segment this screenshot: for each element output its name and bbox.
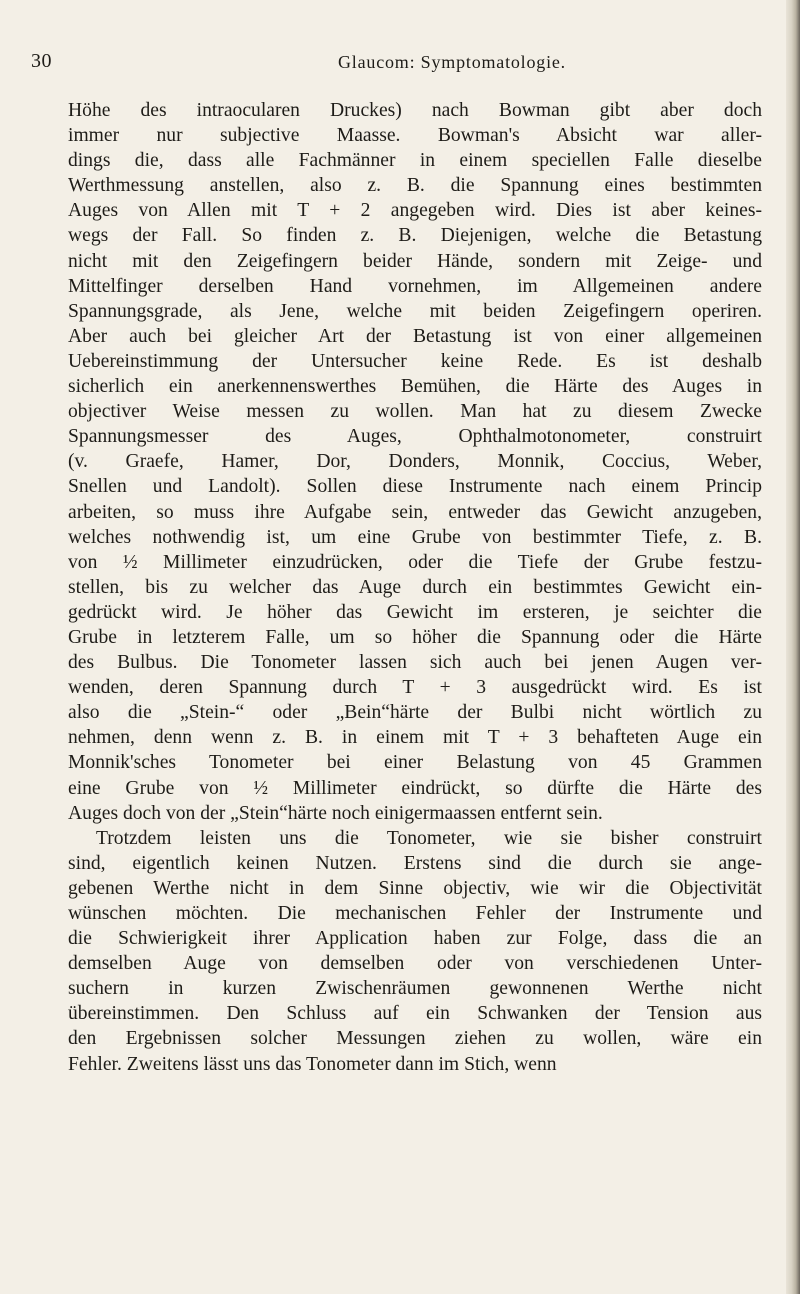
- text-line: nehmen, denn wenn z. B. in einem mit T + 3 behafteten Auge ein: [68, 727, 762, 749]
- text-line: Spannungsgrade, als Jene, welche mit beiden Zeigefingern operiren.: [68, 300, 762, 322]
- text-line: des Bulbus. Die Tonometer lassen sich auch bei jenen Augen ver-: [68, 652, 762, 674]
- text-line: Auges doch von der „Stein“härte noch einigermaassen entfernt sein.: [68, 802, 603, 824]
- text-line: wünschen möchten. Die mechanischen Fehler der Instrumente und: [68, 903, 762, 924]
- text-line: sind, eigentlich keinen Nutzen. Erstens sind die durch sie ange-: [68, 852, 762, 874]
- page-number: 30: [31, 50, 52, 72]
- text-line: gedrückt wird. Je höher das Gewicht im ersteren, je seichter die: [68, 601, 762, 623]
- page-edge-shadow: [786, 0, 800, 1294]
- text-line: die Schwierigkeit ihrer Application haben zur Folge, dass die an: [68, 928, 762, 950]
- text-line: suchern in kurzen Zwischenräumen gewonnenen Werthe nicht: [68, 978, 762, 1000]
- text-line: immer nur subjective Maasse. Bowman's Absicht war aller-: [68, 125, 762, 147]
- text-line: Uebereinstimmung der Untersucher keine Rede. Es ist deshalb: [68, 350, 762, 372]
- text-line: den Ergebnissen solcher Messungen ziehen zu wollen, wäre ein: [68, 1028, 762, 1050]
- text-line: gebenen Werthe nicht in dem Sinne objectiv, wie wir die Objectivität: [68, 877, 762, 899]
- text-line: Trotzdem leisten uns die Tonometer, wie sie bisher construirt: [96, 827, 762, 849]
- page-header: [0, 44, 800, 84]
- text-line: Werthmessung anstellen, also z. B. die Spannung eines bestimmten: [68, 175, 762, 197]
- text-line: eine Grube von ½ Millimeter eindrückt, so dürfte die Härte des: [68, 777, 762, 799]
- text-line: demselben Auge von demselben oder von verschiedenen Unter-: [68, 953, 762, 975]
- text-line: sicherlich ein anerkennenswerthes Bemühen, die Härte des Auges in: [68, 376, 762, 398]
- body-text: [68, 98, 762, 1077]
- text-line: Spannungsmesser des Auges, Ophthalmotonometer, construirt: [68, 426, 762, 448]
- text-line: objectiver Weise messen zu wollen. Man hat zu diesem Zwecke: [68, 401, 762, 423]
- text-line: übereinstimmen. Den Schluss auf ein Schwanken der Tension aus: [68, 1003, 762, 1025]
- text-line: Auges von Allen mit T + 2 angegeben wird. Dies ist aber keines-: [68, 200, 762, 222]
- text-line: also die „Stein-“ oder „Bein“härte der Bulbi nicht wörtlich zu: [68, 702, 762, 724]
- text-line: Fehler. Zweitens lässt uns das Tonometer dann im Stich, wenn: [68, 1053, 557, 1075]
- text-line: welches nothwendig ist, um eine Grube von bestimmter Tiefe, z. B.: [68, 526, 762, 548]
- text-line: Monnik'sches Tonometer bei einer Belastung von 45 Grammen: [68, 752, 762, 774]
- text-line: Snellen und Landolt). Sollen diese Instrumente nach einem Princip: [68, 476, 762, 498]
- text-line: arbeiten, so muss ihre Aufgabe sein, entweder das Gewicht anzugeben,: [68, 501, 762, 523]
- text-line: Höhe des intraocularen Druckes) nach Bowman gibt aber doch: [68, 100, 762, 121]
- text-line: wegs der Fall. So finden z. B. Diejenigen, welche die Betastung: [68, 225, 762, 247]
- text-line: wenden, deren Spannung durch T + 3 ausgedrückt wird. Es ist: [68, 677, 762, 699]
- running-head: Glaucom: Symptomatologie.: [338, 52, 566, 72]
- text-line: Aber auch bei gleicher Art der Betastung ist von einer allgemeinen: [68, 325, 762, 347]
- text-line: nicht mit den Zeigefingern beider Hände, sondern mit Zeige- und: [68, 250, 762, 272]
- text-line: stellen, bis zu welcher das Auge durch ein bestimmtes Gewicht ein-: [68, 576, 762, 598]
- text-line: (v. Graefe, Hamer, Dor, Donders, Monnik, Coccius, Weber,: [68, 451, 762, 473]
- text-line: Grube in letzterem Falle, um so höher die Spannung oder die Härte: [68, 626, 762, 648]
- text-line: Mittelfinger derselben Hand vornehmen, im Allgemeinen andere: [68, 275, 762, 297]
- text-line: dings die, dass alle Fachmänner in einem speciellen Falle dieselbe: [68, 150, 762, 172]
- text-line: von ½ Millimeter einzudrücken, oder die Tiefe der Grube festzu-: [68, 551, 762, 573]
